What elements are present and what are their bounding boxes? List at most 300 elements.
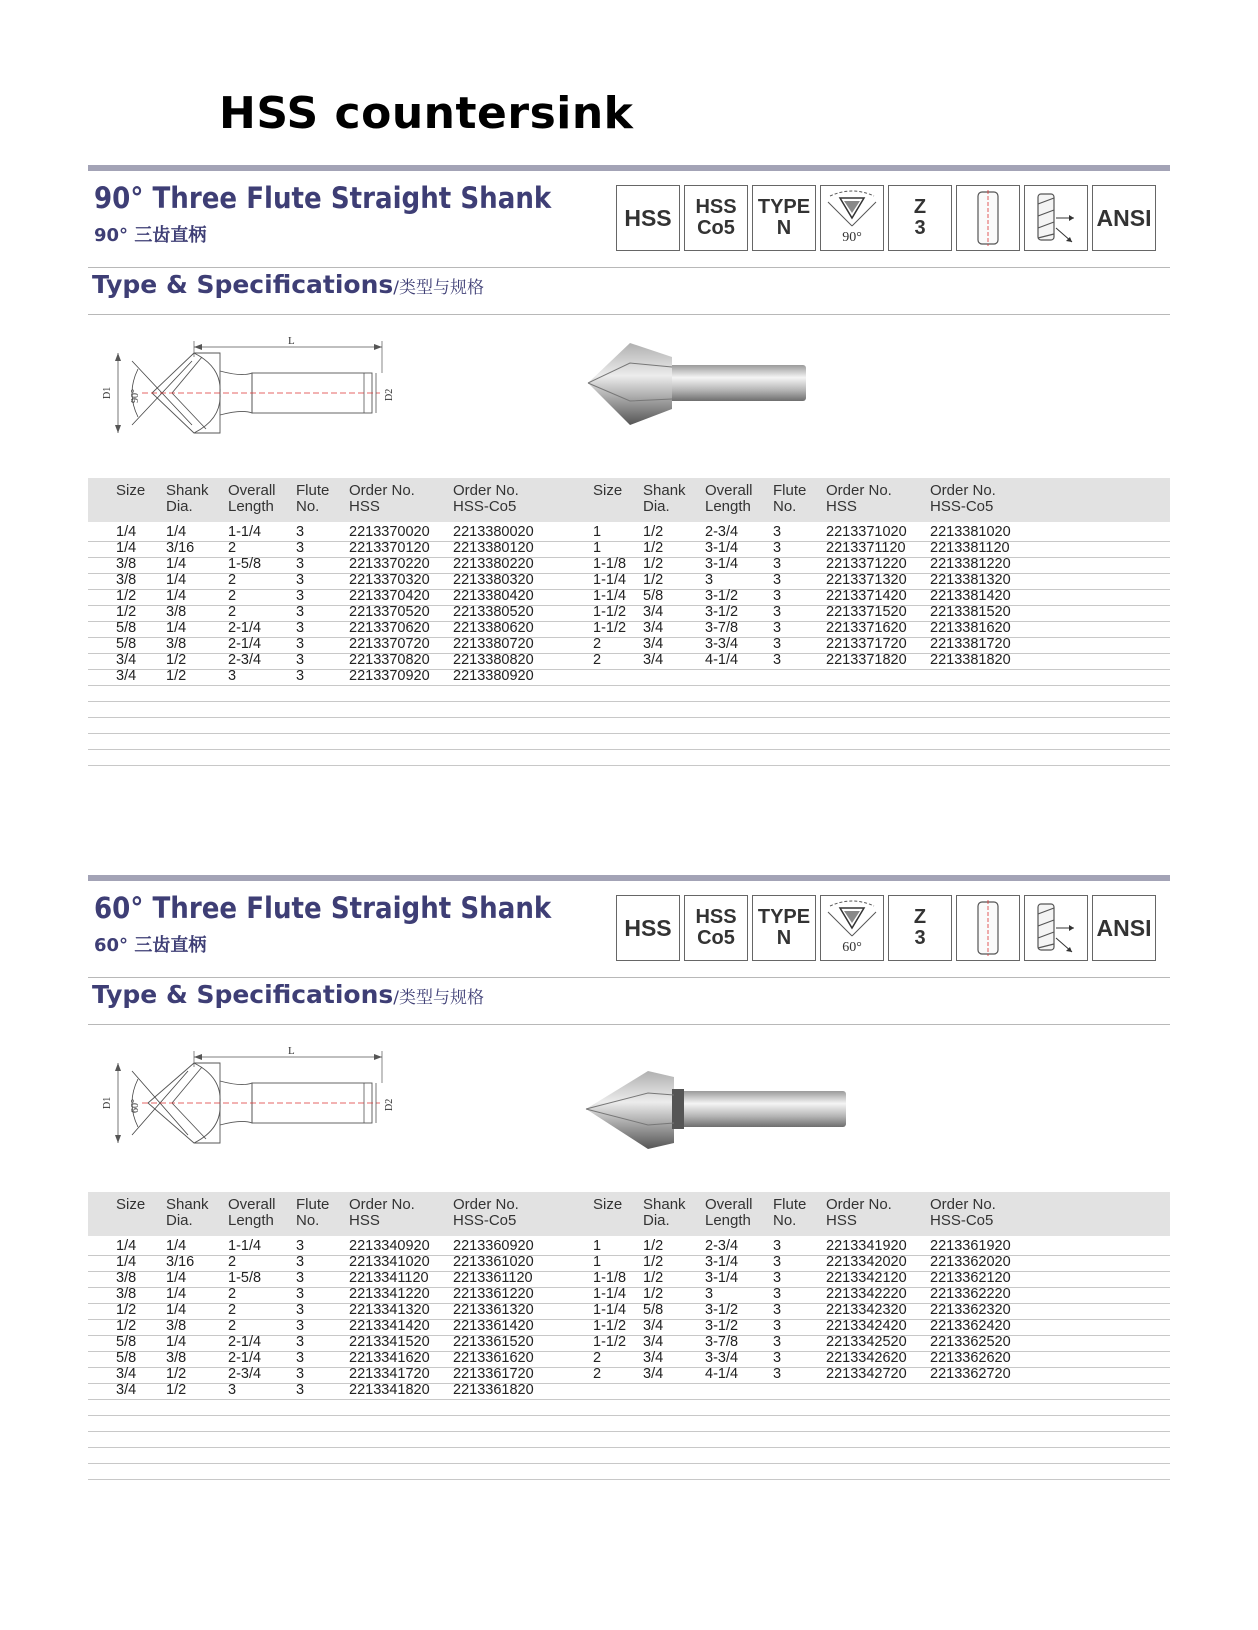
table-cell: 1/4 (166, 1334, 187, 1350)
table-cell: 5/8 (116, 1334, 137, 1350)
badge-text-bottom: 3 (914, 217, 926, 239)
badge-text-top: HSS (624, 204, 672, 231)
table-cell: 2213342720 (826, 1366, 907, 1382)
table-cell: 2 (228, 540, 237, 556)
column-header-line2: HSS (349, 498, 380, 515)
flute-direction-icon-shape (1028, 188, 1084, 248)
section-subtitle: 90° 三齿直柄 (94, 225, 207, 246)
table-cell: 2213361720 (453, 1366, 534, 1382)
table-cell: 2213371320 (826, 572, 907, 588)
column-header-line1: Flute (773, 482, 807, 499)
table-cell: 3/4 (116, 668, 137, 684)
table-cell: 3/8 (166, 1350, 187, 1366)
table-cell: 2213381220 (930, 556, 1011, 572)
column-header (296, 483, 329, 515)
shank-shape (664, 365, 806, 401)
table-cell: 3 (773, 1238, 782, 1254)
table-cell: 3 (296, 1254, 305, 1270)
flute-count-badge (888, 895, 952, 961)
column-header (166, 483, 209, 515)
table-cell: 2213370020 (349, 524, 430, 540)
table-cell: 2-3/4 (228, 652, 262, 668)
table-cell: 2213342320 (826, 1302, 907, 1318)
table-cell: 3/16 (166, 1254, 195, 1270)
table-cell: 2213380120 (453, 540, 534, 556)
hss-badge (616, 895, 680, 961)
table-cell: 3/4 (643, 1318, 664, 1334)
table-cell: 2213342620 (826, 1350, 907, 1366)
table-cell: 2213362720 (930, 1366, 1011, 1382)
table-cell: 3/4 (643, 1366, 664, 1382)
table-cell: 2213342220 (826, 1286, 907, 1302)
table-cell: 1-1/2 (593, 1334, 627, 1350)
table-cell: 3/4 (643, 620, 664, 636)
table-cell: 1-1/8 (593, 556, 627, 572)
flute-count-badge (888, 185, 952, 251)
table-cell: 2213342420 (826, 1318, 907, 1334)
table-cell: 1-5/8 (228, 556, 262, 572)
table-cell: 2213361820 (453, 1382, 534, 1398)
table-cell: 2213341620 (349, 1350, 430, 1366)
table-cell: 1-5/8 (228, 1270, 262, 1286)
table-cell: 2213361220 (453, 1286, 534, 1302)
column-header-line1: Order No. (349, 1196, 415, 1213)
column-header-line1: Overall (228, 482, 276, 499)
column-header (116, 1197, 145, 1213)
table-cell: 2213371620 (826, 620, 907, 636)
table-cell: 2213362120 (930, 1270, 1011, 1286)
table-cell: 2213371520 (826, 604, 907, 620)
table-cell: 1-1/4 (593, 572, 627, 588)
table-cell: 2213381620 (930, 620, 1011, 636)
table-cell: 3 (773, 1270, 782, 1286)
badge-text-top: Z (913, 906, 927, 928)
table-cell: 3 (705, 572, 714, 588)
table-cell: 3 (773, 588, 782, 604)
table-cell: 3 (296, 1286, 305, 1302)
section-90-degree (88, 165, 1170, 785)
table-cell: 2213361520 (453, 1334, 534, 1350)
table-cell: 2213362020 (930, 1254, 1011, 1270)
column-header-line2: Dia. (166, 1212, 193, 1229)
table-cell: 3/4 (116, 1366, 137, 1382)
table-cell: 3-1/2 (705, 604, 739, 620)
table-cell: 2213370820 (349, 652, 430, 668)
table-cell: 1 (593, 1254, 602, 1270)
table-cell: 1-1/4 (228, 524, 262, 540)
table-cell: 3 (228, 668, 237, 684)
table-cell: 3/4 (643, 652, 664, 668)
table-cell: 1/2 (166, 1382, 187, 1398)
spec-divider (88, 1024, 1170, 1025)
table-cell: 5/8 (116, 620, 137, 636)
column-header (349, 1197, 415, 1229)
table-cell: 1/4 (116, 524, 137, 540)
table-row-line (88, 1383, 1170, 1384)
column-header (228, 483, 276, 515)
table-cell: 2 (593, 652, 602, 668)
column-header-line2: Length (228, 498, 274, 515)
spec-title (92, 270, 484, 299)
header-divider (88, 977, 1170, 978)
table-cell: 3/4 (643, 604, 664, 620)
technical-drawing-svg (102, 337, 432, 447)
column-header-line1: Order No. (826, 1196, 892, 1213)
spec-divider (88, 314, 1170, 315)
table-cell: 3/8 (116, 1286, 137, 1302)
column-header-line1: Overall (705, 1196, 753, 1213)
column-header (773, 1197, 806, 1229)
column-header-line1: Order No. (826, 482, 892, 499)
flute-direction-icon-shape (1028, 898, 1084, 958)
table-cell: 1-1/4 (593, 588, 627, 604)
table-cell: 3 (228, 1382, 237, 1398)
table-cell: 1/4 (116, 1238, 137, 1254)
column-header-line1: Size (593, 1196, 623, 1213)
table-cell: 3 (296, 636, 305, 652)
table-cell: 1/4 (116, 540, 137, 556)
table-row-line (88, 1431, 1170, 1432)
table-cell: 1 (593, 524, 602, 540)
table-cell: 1/2 (643, 1238, 664, 1254)
table-cell: 3 (296, 1302, 305, 1318)
table-cell: 2213381820 (930, 652, 1011, 668)
spec-icon-bar (616, 185, 1156, 251)
column-header-line1: Overall (705, 482, 753, 499)
table-cell: 3 (296, 1382, 305, 1398)
table-cell: 2 (228, 604, 237, 620)
column-header (228, 1197, 276, 1229)
table-row-line (88, 1399, 1170, 1400)
column-header-line1: Size (116, 1196, 146, 1213)
table-cell: 3-1/4 (705, 1270, 739, 1286)
badge-text-bottom: N (776, 927, 792, 949)
table-cell: 2-3/4 (705, 524, 739, 540)
product-photo (584, 337, 864, 432)
table-cell: 2213370720 (349, 636, 430, 652)
table-cell: 3 (773, 1334, 782, 1350)
table-cell: 3/8 (116, 1270, 137, 1286)
ansi-badge (1092, 185, 1156, 251)
table-cell: 2213380020 (453, 524, 534, 540)
table-header (88, 478, 1170, 522)
table-cell: 2213381120 (930, 540, 1010, 556)
angle-icon (820, 895, 884, 961)
section-title: 90° Three Flute Straight Shank (94, 181, 552, 215)
table-cell: 3/4 (116, 1382, 137, 1398)
column-header (296, 1197, 329, 1229)
technical-drawing (102, 337, 432, 447)
length-label: L (288, 1047, 295, 1057)
table-cell: 2213380820 (453, 652, 534, 668)
table-cell: 1/4 (166, 1238, 187, 1254)
table-cell: 3/8 (116, 572, 137, 588)
table-cell: 3 (773, 1318, 782, 1334)
table-cell: 2213370920 (349, 668, 430, 684)
table-cell: 2213371420 (826, 588, 907, 604)
badge-text-top: HSS (695, 906, 737, 928)
table-cell: 3/4 (643, 636, 664, 652)
table-cell: 3 (296, 524, 305, 540)
table-cell: 3/16 (166, 540, 195, 556)
table-cell: 3 (296, 540, 305, 556)
table-cell: 2-3/4 (228, 1366, 262, 1382)
table-cell: 1-1/4 (593, 1302, 627, 1318)
table-cell: 2213362320 (930, 1302, 1011, 1318)
table-cell: 3/8 (166, 604, 187, 620)
table-cell: 2-1/4 (228, 636, 262, 652)
table-row-line (88, 1463, 1170, 1464)
table-cell: 3-1/2 (705, 1302, 739, 1318)
column-header-line2: Length (228, 1212, 274, 1229)
badge-text-top: ANSI (1096, 204, 1152, 231)
table-cell: 1/4 (166, 524, 187, 540)
table-cell: 1/2 (643, 1270, 664, 1286)
table-cell: 2213380420 (453, 588, 534, 604)
table-cell: 2213381420 (930, 588, 1011, 604)
table-cell: 3 (296, 1270, 305, 1286)
table-cell: 2213371720 (826, 636, 907, 652)
table-cell: 2 (593, 1350, 602, 1366)
table-row-line (88, 733, 1170, 734)
section-top-bar (88, 165, 1170, 171)
column-header (826, 483, 892, 515)
table-cell: 2213380620 (453, 620, 534, 636)
table-cell: 1/2 (643, 524, 664, 540)
section-top-bar (88, 875, 1170, 881)
table-row-line (88, 765, 1170, 766)
column-header (453, 483, 519, 515)
table-cell: 1/2 (116, 1318, 137, 1334)
table-cell: 2213360920 (453, 1238, 534, 1254)
table-cell: 2213370120 (349, 540, 430, 556)
table-cell: 2213342120 (826, 1270, 907, 1286)
column-header-line2: Dia. (643, 498, 670, 515)
table-cell: 2213361120 (453, 1270, 533, 1286)
flute-direction-icon (1024, 895, 1088, 961)
table-cell: 1/2 (643, 1254, 664, 1270)
table-row-line (88, 1479, 1170, 1480)
column-header-line2: HSS (349, 1212, 380, 1229)
table-cell: 2213361920 (930, 1238, 1011, 1254)
table-cell: 3/8 (166, 1318, 187, 1334)
angle-label: 60° (130, 1099, 141, 1113)
technical-drawing-svg (102, 1047, 432, 1157)
table-cell: 2213342520 (826, 1334, 907, 1350)
d2-label: D2 (384, 388, 395, 401)
badge-text-top: HSS (695, 196, 737, 218)
table-cell: 1-1/4 (228, 1238, 262, 1254)
column-header-line1: Flute (773, 1196, 807, 1213)
table-cell: 2213341120 (349, 1270, 429, 1286)
table-cell: 3/4 (116, 652, 137, 668)
ansi-badge (1092, 895, 1156, 961)
badge-text-bottom: 3 (914, 927, 926, 949)
table-cell: 3-3/4 (705, 636, 739, 652)
type-n-badge (752, 895, 816, 961)
table-cell: 2213362420 (930, 1318, 1011, 1334)
length-label: L (288, 337, 295, 347)
table-cell: 2213381020 (930, 524, 1011, 540)
table-cell: 3 (296, 1366, 305, 1382)
table-cell: 3 (773, 1254, 782, 1270)
table-cell: 1/4 (166, 1286, 187, 1302)
table-cell: 3-1/2 (705, 1318, 739, 1334)
column-header-line1: Shank (643, 1196, 686, 1213)
column-header (349, 483, 415, 515)
table-cell: 1-1/4 (593, 1286, 627, 1302)
table-cell: 5/8 (643, 588, 664, 604)
badge-text-top: ANSI (1096, 914, 1152, 941)
table-row-line (88, 669, 1170, 670)
table-cell: 3 (296, 1350, 305, 1366)
table-cell: 3 (773, 636, 782, 652)
product-photo-svg (584, 337, 864, 432)
badge-text-top: Z (913, 196, 927, 218)
section-60-degree (88, 875, 1170, 1535)
table-cell: 1/4 (116, 1254, 137, 1270)
column-header-line1: Order No. (930, 482, 996, 499)
page-title: HSS countersink (219, 88, 634, 139)
column-header (166, 1197, 209, 1229)
table-row-line (88, 717, 1170, 718)
straight-shank-icon (956, 185, 1020, 251)
table-cell: 2 (593, 636, 602, 652)
table-cell: 2213380720 (453, 636, 534, 652)
table-cell: 3 (773, 1286, 782, 1302)
column-header-line1: Shank (643, 482, 686, 499)
table-row-line (88, 701, 1170, 702)
spec-title-cn: /类型与规格 (393, 988, 485, 1008)
table-cell: 3 (296, 620, 305, 636)
type-n-badge (752, 185, 816, 251)
table-cell: 1 (593, 1238, 602, 1254)
d2-label: D2 (384, 1098, 395, 1111)
technical-drawing (102, 1047, 432, 1157)
table-cell: 2213380220 (453, 556, 534, 572)
table-cell: 3-1/4 (705, 540, 739, 556)
table-cell: 3 (773, 604, 782, 620)
table-cell: 4-1/4 (705, 652, 739, 668)
table-cell: 3/8 (116, 556, 137, 572)
badge-text-top: TYPE (757, 196, 811, 218)
column-header (930, 1197, 996, 1229)
table-cell: 2 (593, 1366, 602, 1382)
column-header-line2: HSS (826, 498, 857, 515)
table-cell: 2213341420 (349, 1318, 430, 1334)
column-header-line2: Length (705, 1212, 751, 1229)
table-cell: 3 (296, 604, 305, 620)
table-cell: 2213362620 (930, 1350, 1011, 1366)
table-cell: 3 (705, 1286, 714, 1302)
table-cell: 3 (773, 572, 782, 588)
table-cell: 1/4 (166, 1270, 187, 1286)
cone-shape (588, 343, 672, 425)
table-cell: 2213381320 (930, 572, 1011, 588)
table-cell: 1-1/2 (593, 620, 627, 636)
table-cell: 1 (593, 540, 602, 556)
table-cell: 1/4 (166, 556, 187, 572)
table-cell: 3-1/2 (705, 588, 739, 604)
column-header (593, 483, 622, 499)
table-cell: 2 (228, 1318, 237, 1334)
column-header-line2: HSS-Co5 (453, 1212, 517, 1229)
table-cell: 1/2 (116, 604, 137, 620)
column-header-line2: HSS-Co5 (930, 1212, 994, 1229)
angle-icon (820, 185, 884, 251)
table-cell: 3 (296, 668, 305, 684)
table-cell: 1/2 (116, 588, 137, 604)
table-cell: 5/8 (116, 1350, 137, 1366)
table-row-line (88, 1447, 1170, 1448)
column-header (593, 1197, 622, 1213)
straight-shank-icon (956, 895, 1020, 961)
table-cell: 2213370220 (349, 556, 430, 572)
table-cell: 1/2 (116, 1302, 137, 1318)
table-cell: 2 (228, 1286, 237, 1302)
d1-label: D1 (102, 386, 113, 399)
column-header-line2: No. (296, 498, 320, 515)
spec-title (92, 980, 484, 1009)
column-header-line1: Flute (296, 482, 330, 499)
table-cell: 2213371820 (826, 652, 907, 668)
table-cell: 2 (228, 588, 237, 604)
section-title: 60° Three Flute Straight Shank (94, 891, 552, 925)
table-cell: 3/8 (166, 636, 187, 652)
column-header-line2: HSS-Co5 (453, 498, 517, 515)
table-cell: 3 (773, 540, 782, 556)
table-cell: 3 (773, 652, 782, 668)
table-cell: 5/8 (643, 1302, 664, 1318)
table-cell: 2 (228, 1302, 237, 1318)
table-cell: 1/2 (166, 668, 187, 684)
hss-badge (616, 185, 680, 251)
table-cell: 2213380520 (453, 604, 534, 620)
table-cell: 3 (296, 572, 305, 588)
table-cell: 1/4 (166, 1302, 187, 1318)
table-cell: 1/2 (166, 1366, 187, 1382)
spec-title-en: Type & Specifications (92, 270, 394, 299)
badge-text-bottom: Co5 (697, 927, 735, 949)
column-header-line2: No. (773, 1212, 797, 1229)
spec-icon-bar (616, 895, 1156, 961)
section-subtitle: 60° 三齿直柄 (94, 935, 207, 956)
table-cell: 1/4 (166, 572, 187, 588)
flute-direction-icon (1024, 185, 1088, 251)
table-cell: 2213341820 (349, 1382, 430, 1398)
table-cell: 3 (296, 652, 305, 668)
column-header-line1: Flute (296, 1196, 330, 1213)
column-header (705, 483, 753, 515)
table-cell: 2213341520 (349, 1334, 430, 1350)
cone-shape (586, 1071, 674, 1149)
table-cell: 2213361620 (453, 1350, 534, 1366)
header-divider (88, 267, 1170, 268)
column-header (705, 1197, 753, 1229)
table-cell: 3 (773, 1350, 782, 1366)
column-header-line2: Length (705, 498, 751, 515)
column-header (826, 1197, 892, 1229)
table-cell: 2213371220 (826, 556, 907, 572)
table-cell: 2 (228, 572, 237, 588)
angle-label: 90° (130, 389, 141, 403)
column-header-line1: Order No. (453, 482, 519, 499)
table-cell: 3 (773, 1366, 782, 1382)
table-cell: 3 (773, 620, 782, 636)
table-cell: 3/4 (643, 1350, 664, 1366)
table-cell: 2-3/4 (705, 1238, 739, 1254)
column-header-line2: No. (773, 498, 797, 515)
